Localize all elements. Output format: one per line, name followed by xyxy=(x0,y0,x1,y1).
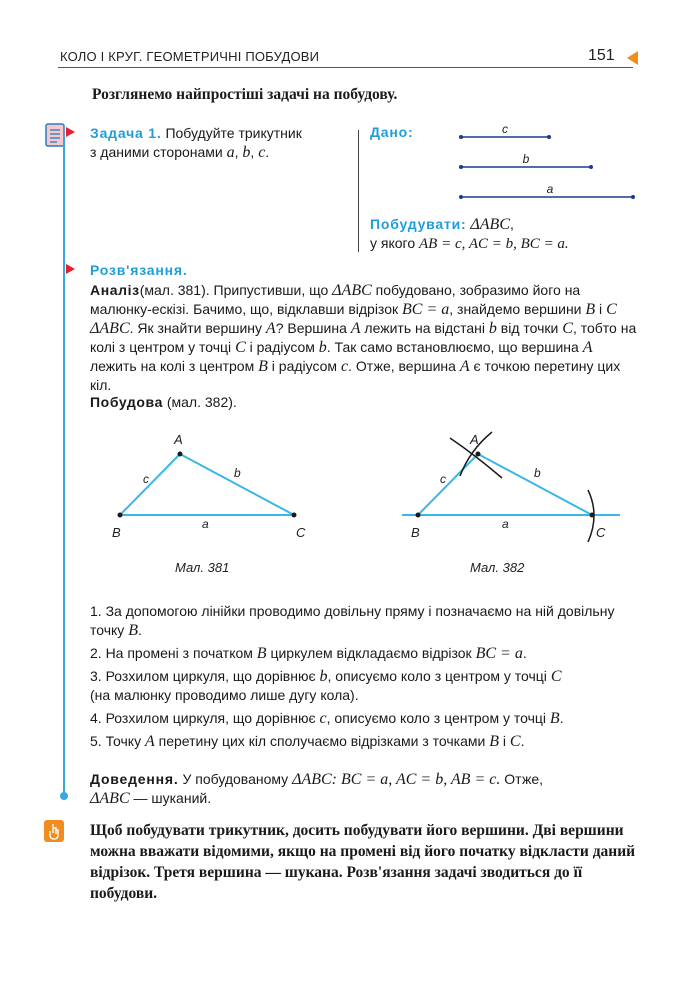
task-sep-1: , xyxy=(234,144,243,160)
analysis-2: , знайдемо вершини xyxy=(449,301,582,317)
segment-b-end xyxy=(589,165,593,169)
analysis-8: і радіусом xyxy=(249,339,315,355)
step-5-point-c: C xyxy=(509,733,521,750)
segment-c-label: c xyxy=(502,122,508,136)
step-5-text-2: перетину цих кіл сполучаємо відрізками з точками xyxy=(158,733,486,749)
task-arrow-icon xyxy=(66,127,75,137)
task-statement xyxy=(90,124,352,162)
fig382-label-a: A xyxy=(470,432,479,447)
solution-title: Розв'язання. xyxy=(90,262,188,278)
page-number: 151 xyxy=(588,47,615,64)
fig381-label-a: A xyxy=(174,432,183,447)
segment-a-end xyxy=(459,195,463,199)
step-4 xyxy=(90,709,640,728)
proof-text-2: Отже, xyxy=(504,771,544,787)
task-text-1: Побудуйте трикутник xyxy=(165,125,302,141)
analysis-tri-2: ΔABC xyxy=(90,320,130,337)
step-2-var: B xyxy=(256,645,267,662)
analysis-4: ? Вершина xyxy=(275,320,347,336)
construct-ref: (мал. 382). xyxy=(166,394,237,410)
build-goal xyxy=(370,215,610,254)
hand-glyph-icon xyxy=(44,820,64,842)
analysis-i: і xyxy=(595,301,607,317)
proof-tri-2: ΔABC xyxy=(90,790,130,807)
construct-title: Побудова xyxy=(90,394,163,410)
fig382-label-c: C xyxy=(596,525,606,540)
construction-steps xyxy=(90,602,640,755)
fig382-vertex-c xyxy=(590,513,595,518)
step-3 xyxy=(90,667,640,705)
analysis-var-b-2: b xyxy=(318,339,327,356)
fig381-label-c: C xyxy=(296,525,306,540)
step-5-var: A xyxy=(144,733,155,750)
step-1 xyxy=(90,602,640,640)
analysis-1: побудовано, зобразимо його на малюнку-ескізі. Бачимо, що, відклавши відрізок xyxy=(90,282,581,317)
fig381-label-side-c: c xyxy=(143,472,149,486)
step-4-text: 4. Розхилом циркуля, що дорівнює xyxy=(90,710,316,726)
page-marker-triangle-icon xyxy=(627,51,638,65)
analysis-9: . Так само встановлюємо, що вершина xyxy=(326,339,579,355)
task-title: Задача 1. xyxy=(90,125,162,141)
fig382-vertex-b xyxy=(416,513,421,518)
fig382-label-side-b: b xyxy=(534,466,541,480)
step-3-text: 3. Розхилом циркуля, що дорівнює xyxy=(90,668,316,684)
build-title: Побудувати: xyxy=(370,216,467,232)
analysis-3: . Як знайти вершину xyxy=(129,320,263,336)
analysis-paragraph xyxy=(90,281,638,395)
step-4-point: B xyxy=(549,710,560,727)
analysis-7: , тобто на колі з центром у точці xyxy=(90,320,637,355)
analysis-title: Аналіз xyxy=(90,282,140,298)
running-head: КОЛО І КРУГ. ГЕОМЕТРИЧНІ ПОБУДОВИ xyxy=(60,49,320,64)
proof-paragraph xyxy=(90,770,640,808)
proof-text-3: — шуканий. xyxy=(133,790,212,806)
fig381-vertex-a xyxy=(178,452,183,457)
fig381-caption: Мал. 381 xyxy=(175,560,230,575)
segment-a-end xyxy=(631,195,635,199)
fig382-side-b xyxy=(478,454,592,515)
analysis-b-2: B xyxy=(258,358,268,375)
step-3-text-3: (на малюнку проводимо лише дугу кола). xyxy=(90,687,359,703)
build-triangle: ΔABC xyxy=(470,216,510,233)
fig382-vertex-a xyxy=(476,452,481,457)
analysis-c-2: C xyxy=(562,320,573,337)
task-var-c: c xyxy=(258,144,266,161)
step-2-end: . xyxy=(522,645,527,661)
step-1-text: 1. За допомогою лінійки проводимо довільну пряму і позначаємо на ній довільну точку xyxy=(90,603,615,638)
given-segments xyxy=(455,118,645,208)
task-sep-2: , xyxy=(250,144,259,160)
analysis-var-c: c xyxy=(340,358,349,375)
analysis-5: лежить на відстані xyxy=(364,320,486,336)
fig382-label-side-a: a xyxy=(502,517,509,531)
step-5-end: . xyxy=(520,733,525,749)
segment-b-label: b xyxy=(522,152,530,166)
analysis-tri: ΔABC xyxy=(332,282,372,299)
step-5 xyxy=(90,732,640,751)
fig381-label-side-b: b xyxy=(234,466,241,480)
analysis-10: лежить на колі з центром xyxy=(90,358,255,374)
step-1-var: B xyxy=(128,622,138,639)
task-text-2: з даними сторонами xyxy=(90,144,223,160)
analysis-b: B xyxy=(585,301,596,318)
analysis-a-2: A xyxy=(350,320,361,337)
margin-line-end-dot xyxy=(60,792,68,800)
step-3-point: C xyxy=(550,668,562,685)
proof-eqs: : BC = a, AC = b, AB = c. xyxy=(331,771,501,788)
analysis-a: A xyxy=(265,320,276,337)
segment-c-end xyxy=(547,135,551,139)
step-5-point-b: B xyxy=(489,733,500,750)
fig381-label-side-a: a xyxy=(202,517,209,531)
segment-b-end xyxy=(459,165,463,169)
segment-c-end xyxy=(459,135,463,139)
analysis-var-b: b xyxy=(488,320,497,337)
fig382-side-c xyxy=(418,454,478,515)
fig381-side-c xyxy=(120,454,180,515)
intro-text: Розглянемо найпростіші задачі на побудову. xyxy=(92,86,398,103)
figure-381 xyxy=(112,432,306,575)
analysis-c-3: C xyxy=(235,339,246,356)
solution-arrow-icon xyxy=(66,264,75,274)
header-divider xyxy=(58,67,633,68)
step-5-and: і xyxy=(502,733,507,749)
analysis-bc: BC = a xyxy=(402,301,450,318)
build-which: у якого xyxy=(370,235,416,251)
step-2-eq: BC = a xyxy=(475,645,523,662)
task-var-a: a xyxy=(226,144,235,161)
task-end: . xyxy=(265,144,270,160)
step-2-text-2: циркулем відкладаємо відрізок xyxy=(270,645,472,661)
analysis-a-3: A xyxy=(582,339,593,356)
proof-tri: ΔABC xyxy=(292,771,332,788)
step-5-text: 5. Точку xyxy=(90,733,142,749)
given-separator xyxy=(358,130,359,252)
fig382-caption: Мал. 382 xyxy=(470,560,525,575)
analysis-c: C xyxy=(606,301,617,318)
figures xyxy=(100,420,640,590)
step-4-text-2: , описуємо коло з центром у точці xyxy=(326,710,547,726)
analysis-ref: (мал. 381). Припустивши, що xyxy=(139,282,329,298)
task-var-b: b xyxy=(242,144,251,161)
step-4-end: . xyxy=(559,710,564,726)
step-3-var: b xyxy=(319,668,328,685)
fig381-vertex-c xyxy=(292,513,297,518)
fig382-label-b: B xyxy=(411,525,420,540)
proof-text-1: У побудованому xyxy=(182,771,289,787)
fig382-label-side-c: c xyxy=(440,472,446,486)
figure-382 xyxy=(402,432,620,575)
analysis-6: від точки xyxy=(500,320,559,336)
fig381-label-b: B xyxy=(112,525,121,540)
step-1-end: . xyxy=(137,622,142,638)
step-3-text-2: , описуємо коло з центром у точці xyxy=(327,668,547,684)
step-4-var: c xyxy=(319,710,327,727)
fig381-side-b xyxy=(180,454,294,515)
analysis-11: і радіусом xyxy=(271,358,338,374)
margin-line xyxy=(63,135,65,795)
build-condition: AB = c, AC = b, BC = a. xyxy=(419,236,569,252)
analysis-12: . Отже, вершина xyxy=(348,358,456,374)
fig381-vertex-b xyxy=(118,513,123,518)
build-comma: , xyxy=(510,216,514,232)
rule-text: Щоб побудувати трикутник, досить побудувати його вершини. Дві вершини можна вважати відомими, якщо на промені від його початку відкласти даний відрізок. Третя вершина — шукана. Розв'язання задачі зводиться до її побудови. xyxy=(90,822,636,902)
step-2-text: 2. На промені з початком xyxy=(90,645,253,661)
step-2 xyxy=(90,644,640,663)
proof-title: Доведення. xyxy=(90,771,179,787)
analysis-13: є точкою перетину цих кіл. xyxy=(90,358,621,393)
construction-heading xyxy=(90,394,237,410)
hand-pointer-icon xyxy=(44,820,64,842)
given-title: Дано: xyxy=(370,124,414,140)
segment-a-label: a xyxy=(546,182,554,196)
analysis-a-4: A xyxy=(459,358,470,375)
